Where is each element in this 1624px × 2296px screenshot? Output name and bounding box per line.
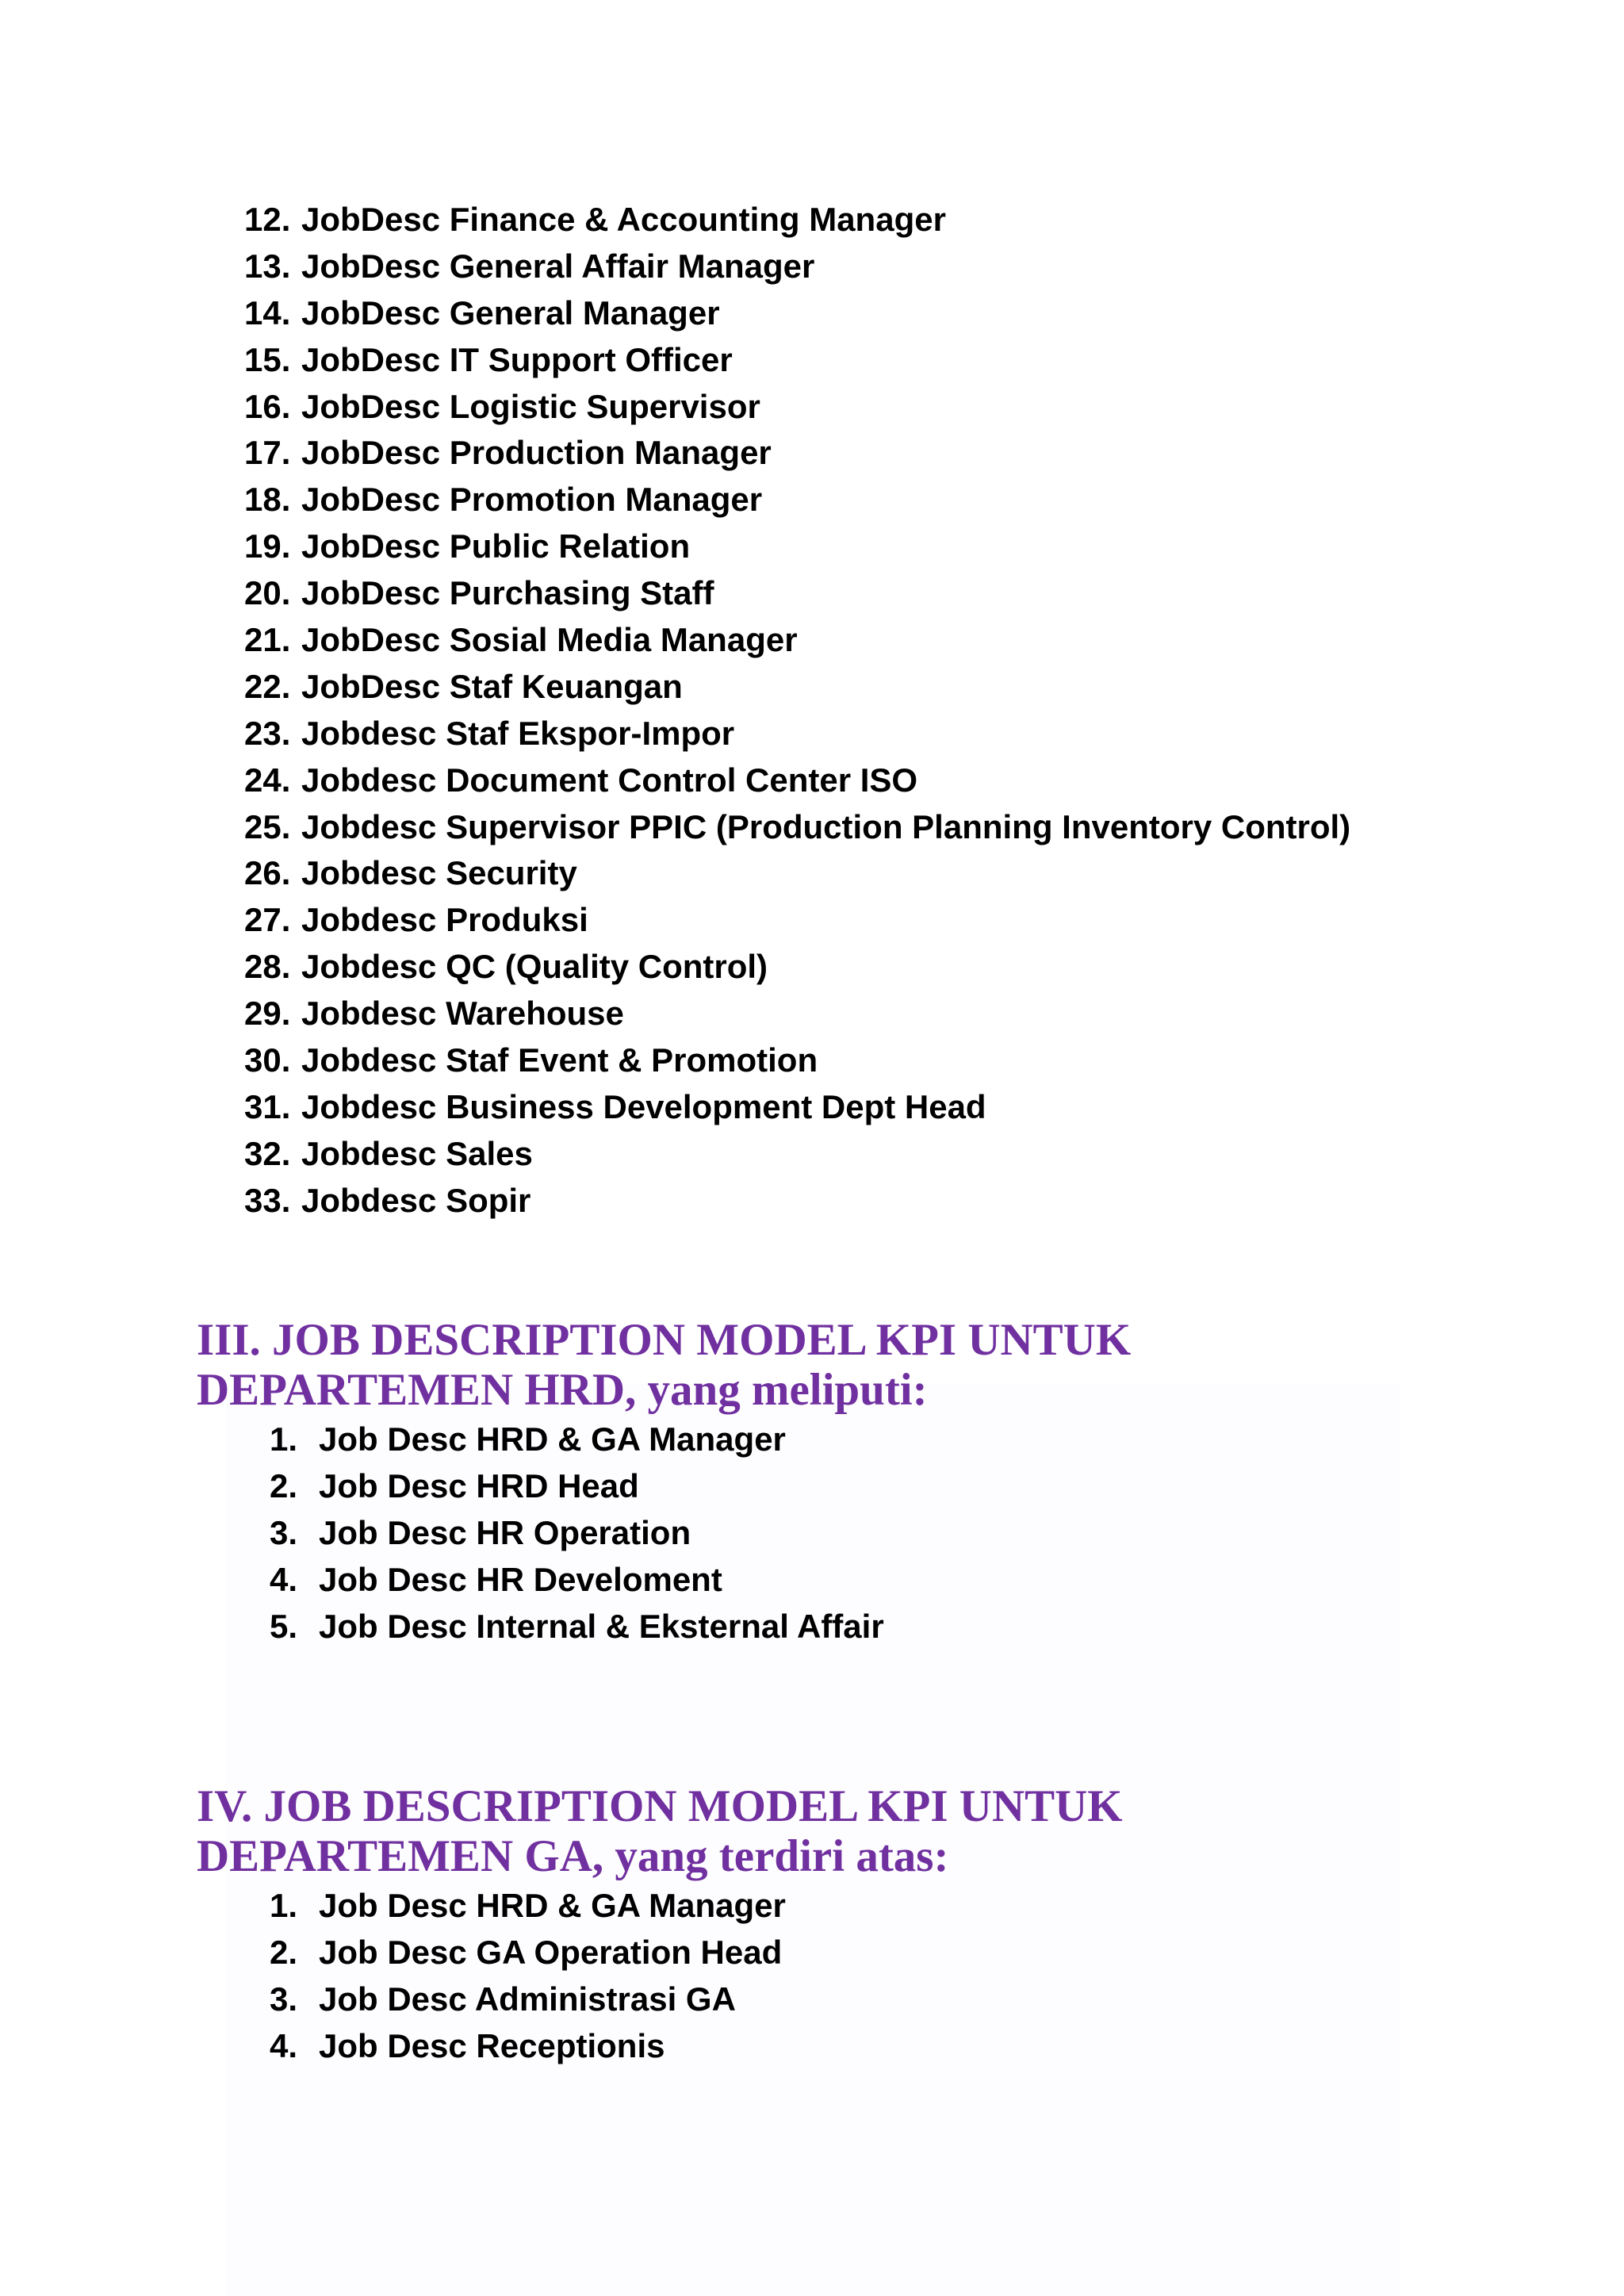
section-heading-ga — [197, 1781, 1123, 1881]
list-item — [244, 897, 1350, 944]
list-item-number: 26. — [244, 854, 291, 892]
list-item-number: 33. — [244, 1181, 291, 1219]
hrd-jobdesc-list — [270, 1416, 884, 1650]
list-item-text: JobDesc Production Manager — [301, 434, 772, 472]
list-item-number: 4. — [270, 2026, 298, 2064]
list-item — [244, 430, 1350, 477]
list-item — [244, 290, 1350, 337]
list-item — [244, 337, 1350, 384]
section-heading-ga-line1: IV. JOB DESCRIPTION MODEL KPI UNTUK — [197, 1781, 1123, 1831]
list-item-number: 19. — [244, 527, 291, 565]
list-item-number: 1. — [270, 1887, 298, 1924]
list-item — [270, 1510, 884, 1557]
list-item-number: 18. — [244, 481, 291, 519]
list-item-number: 5. — [270, 1607, 298, 1645]
ga-jobdesc-list — [270, 1883, 786, 2070]
list-item-number: 28. — [244, 948, 291, 986]
list-item-number: 14. — [244, 293, 291, 332]
list-item-text: Job Desc HRD & GA Manager — [319, 1420, 786, 1458]
list-item-number: 27. — [244, 901, 291, 939]
jobdesc-list-continued — [244, 197, 1350, 1225]
list-item — [270, 1883, 786, 1930]
list-item-number: 1. — [270, 1420, 298, 1458]
section-heading-hrd — [197, 1315, 1131, 1415]
list-item-text: JobDesc Sosial Media Manager — [301, 621, 798, 659]
list-item — [244, 1131, 1350, 1178]
list-item-text: JobDesc Finance & Accounting Manager — [301, 201, 946, 238]
list-item-number: 22. — [244, 667, 291, 705]
list-item-number: 2. — [270, 1933, 298, 1971]
list-item-text: Jobdesc Security — [301, 854, 577, 892]
list-item-text: Jobdesc Staf Event & Promotion — [301, 1041, 818, 1079]
list-item — [270, 1930, 786, 1976]
list-item — [244, 944, 1350, 991]
list-item-number: 12. — [244, 201, 291, 238]
list-item-number: 3. — [270, 1980, 298, 2018]
list-item — [244, 477, 1350, 523]
list-item — [244, 570, 1350, 617]
list-item — [244, 384, 1350, 431]
list-item-text: JobDesc Promotion Manager — [301, 481, 763, 519]
list-item-text: Job Desc HR Develoment — [319, 1560, 722, 1598]
list-item — [270, 2023, 786, 2070]
list-item-number: 17. — [244, 434, 291, 472]
list-item-number: 30. — [244, 1041, 291, 1079]
list-item-number: 2. — [270, 1466, 298, 1504]
section-heading-hrd-line2: DEPARTEMEN HRD, yang meliputi: — [197, 1365, 928, 1415]
list-item — [270, 1604, 884, 1650]
list-item-number: 16. — [244, 387, 291, 425]
list-item-text: Jobdesc Staf Ekspor-Impor — [301, 714, 735, 752]
list-item-text: Job Desc HRD Head — [319, 1466, 639, 1504]
list-item-text: JobDesc IT Support Officer — [301, 340, 733, 378]
list-item-number: 24. — [244, 761, 291, 799]
list-item-number: 21. — [244, 621, 291, 659]
list-item-text: Jobdesc Business Development Dept Head — [301, 1087, 986, 1125]
list-item — [244, 1037, 1350, 1084]
list-item — [244, 804, 1350, 851]
list-item — [244, 617, 1350, 664]
list-item-text: Job Desc HR Operation — [319, 1513, 691, 1551]
list-item-number: 29. — [244, 995, 291, 1033]
list-item — [244, 243, 1350, 290]
section-heading-hrd-line1: III. JOB DESCRIPTION MODEL KPI UNTUK — [197, 1315, 1132, 1365]
list-item-text: Job Desc GA Operation Head — [319, 1933, 783, 1971]
list-item-text: Job Desc Receptionis — [319, 2026, 665, 2064]
list-item-number: 3. — [270, 1513, 298, 1551]
list-item-text: JobDesc General Affair Manager — [301, 247, 815, 285]
list-item — [244, 523, 1350, 570]
list-item — [270, 1976, 786, 2023]
list-item-text: JobDesc Logistic Supervisor — [301, 387, 760, 425]
list-item — [244, 850, 1350, 897]
list-item — [244, 757, 1350, 804]
list-item — [270, 1557, 884, 1604]
list-item — [270, 1416, 884, 1463]
list-item-text: Jobdesc Produksi — [301, 901, 588, 939]
list-item-text: Jobdesc Document Control Center ISO — [301, 761, 918, 799]
list-item — [244, 197, 1350, 243]
list-item-text: JobDesc Public Relation — [301, 527, 691, 565]
list-item-text: Job Desc Internal & Eksternal Affair — [319, 1607, 884, 1645]
section-heading-ga-line2: DEPARTEMEN GA, yang terdiri atas: — [197, 1831, 949, 1881]
list-item-text: Jobdesc Sopir — [301, 1181, 531, 1219]
list-item-number: 23. — [244, 714, 291, 752]
list-item-text: Job Desc HRD & GA Manager — [319, 1887, 786, 1924]
list-item-number: 4. — [270, 1560, 298, 1598]
list-item-text: Jobdesc Sales — [301, 1134, 533, 1172]
list-item-text: Jobdesc Supervisor PPIC (Production Planning Inventory Control) — [301, 807, 1351, 845]
list-item-text: Job Desc Administrasi GA — [319, 1980, 736, 2018]
list-item — [244, 664, 1350, 711]
list-item-number: 20. — [244, 574, 291, 612]
list-item — [270, 1463, 884, 1510]
list-item-number: 32. — [244, 1134, 291, 1172]
list-item-text: JobDesc Staf Keuangan — [301, 667, 683, 705]
list-item — [244, 991, 1350, 1037]
list-item-text: JobDesc Purchasing Staff — [301, 574, 714, 612]
list-item — [244, 1178, 1350, 1225]
list-item-text: Jobdesc Warehouse — [301, 995, 624, 1033]
list-item — [244, 1084, 1350, 1131]
list-item-text: JobDesc General Manager — [301, 293, 720, 332]
list-item-number: 13. — [244, 247, 291, 285]
list-item — [244, 711, 1350, 757]
list-item-text: Jobdesc QC (Quality Control) — [301, 948, 768, 986]
list-item-number: 15. — [244, 340, 291, 378]
list-item-number: 25. — [244, 807, 291, 845]
list-item-number: 31. — [244, 1087, 291, 1125]
